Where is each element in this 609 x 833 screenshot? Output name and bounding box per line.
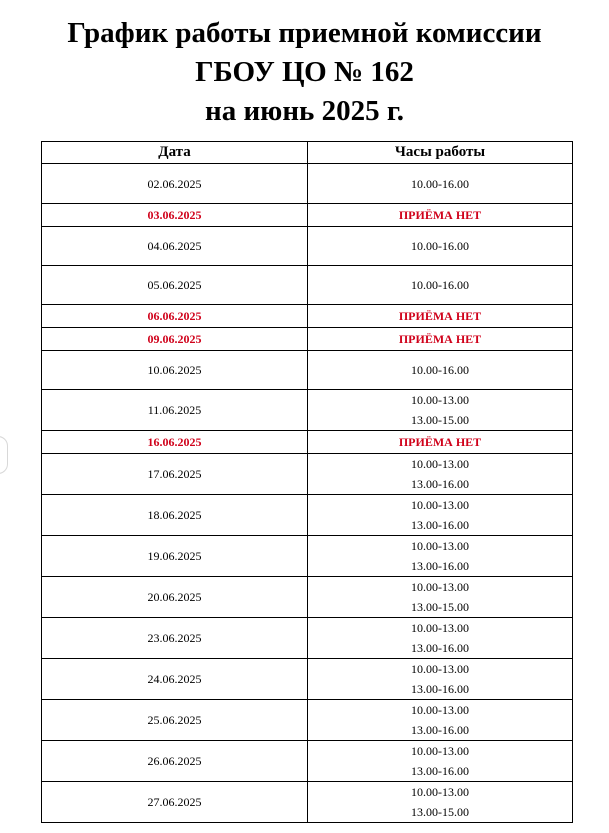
hours-line: 13.00-16.00 [411, 641, 469, 655]
hours-line: 13.00-16.00 [411, 682, 469, 696]
table-row-closed [42, 305, 573, 328]
closed-label: ПРИЁМА НЕТ [398, 309, 482, 323]
hours-line: 10.00-16.00 [411, 176, 469, 191]
table-row [42, 700, 573, 741]
hours-cell [308, 741, 573, 782]
table-row [42, 390, 573, 431]
date-cell: 23.06.2025 [42, 618, 308, 659]
table-header-row [42, 142, 573, 164]
hours-line: 10.00-16.00 [411, 363, 469, 377]
hours-cell [308, 351, 573, 390]
table-row [42, 495, 573, 536]
closed-label: ПРИЁМА НЕТ [398, 208, 482, 222]
date-cell: 26.06.2025 [42, 741, 308, 782]
header-date: Дата [42, 142, 308, 164]
date-cell: 02.06.2025 [42, 164, 308, 204]
hours-cell [308, 536, 573, 577]
hours-line: 10.00-13.00 [411, 580, 469, 594]
hours-line: 13.00-16.00 [411, 559, 469, 573]
hours-cell [308, 618, 573, 659]
hours-cell [308, 164, 573, 204]
hours-cell [308, 305, 573, 328]
hours-line: 10.00-13.00 [411, 744, 469, 758]
hours-line: 13.00-15.00 [411, 413, 469, 427]
hours-line: 13.00-15.00 [411, 805, 469, 819]
date-cell: 25.06.2025 [42, 700, 308, 741]
table-row [42, 164, 573, 204]
hours-line: 10.00-13.00 [411, 539, 469, 553]
hours-line: 13.00-15.00 [411, 600, 469, 614]
hours-line: 10.00-13.00 [411, 457, 469, 471]
date-cell: 06.06.2025 [42, 305, 308, 328]
hours-cell [308, 204, 573, 227]
page-edge-handle [0, 436, 8, 474]
closed-label: ПРИЁМА НЕТ [398, 435, 482, 449]
header-hours: Часы работы [308, 142, 573, 164]
title-line-3: на июнь 2025 г. [204, 95, 405, 127]
hours-line: 13.00-16.00 [411, 518, 469, 532]
hours-line: 10.00-13.00 [411, 703, 469, 717]
title-line-2: ГБОУ ЦО № 162 [195, 56, 414, 88]
table-row-closed [42, 431, 573, 454]
date-cell: 10.06.2025 [42, 351, 308, 390]
date-cell: 19.06.2025 [42, 536, 308, 577]
table-row [42, 618, 573, 659]
date-cell: 18.06.2025 [42, 495, 308, 536]
table-row [42, 454, 573, 495]
hours-cell [308, 328, 573, 351]
table-row-closed [42, 204, 573, 227]
hours-cell [308, 227, 573, 266]
hours-cell [308, 782, 573, 823]
hours-line: 13.00-16.00 [411, 764, 469, 778]
table-row [42, 782, 573, 823]
table-row [42, 577, 573, 618]
table-row [42, 227, 573, 266]
hours-cell [308, 700, 573, 741]
hours-line: 10.00-16.00 [411, 278, 469, 292]
table-row [42, 659, 573, 700]
table-row [42, 351, 573, 390]
hours-line: 10.00-13.00 [411, 662, 469, 676]
hours-cell [308, 431, 573, 454]
date-cell: 27.06.2025 [42, 782, 308, 823]
table-row [42, 741, 573, 782]
date-cell: 17.06.2025 [42, 454, 308, 495]
hours-line: 10.00-13.00 [411, 785, 469, 799]
hours-cell [308, 266, 573, 305]
hours-cell [308, 659, 573, 700]
hours-cell [308, 495, 573, 536]
hours-cell [308, 454, 573, 495]
date-cell: 05.06.2025 [42, 266, 308, 305]
hours-line: 13.00-16.00 [411, 723, 469, 737]
hours-line: 10.00-13.00 [411, 498, 469, 512]
hours-line: 13.00-16.00 [411, 477, 469, 491]
date-cell: 24.06.2025 [42, 659, 308, 700]
page-title [0, 14, 609, 131]
date-cell: 03.06.2025 [42, 204, 308, 227]
date-cell: 11.06.2025 [42, 390, 308, 431]
table-row-closed [42, 328, 573, 351]
schedule-table [41, 141, 573, 823]
table-row [42, 536, 573, 577]
title-line-1: График работы приемной комиссии [67, 17, 542, 49]
date-cell: 16.06.2025 [42, 431, 308, 454]
date-cell: 09.06.2025 [42, 328, 308, 351]
date-cell: 20.06.2025 [42, 577, 308, 618]
hours-cell [308, 390, 573, 431]
hours-cell [308, 577, 573, 618]
closed-label: ПРИЁМА НЕТ [398, 332, 482, 346]
hours-line: 10.00-13.00 [411, 621, 469, 635]
table-row [42, 266, 573, 305]
date-cell: 04.06.2025 [42, 227, 308, 266]
hours-line: 10.00-16.00 [411, 239, 469, 253]
hours-line: 10.00-13.00 [411, 393, 469, 407]
